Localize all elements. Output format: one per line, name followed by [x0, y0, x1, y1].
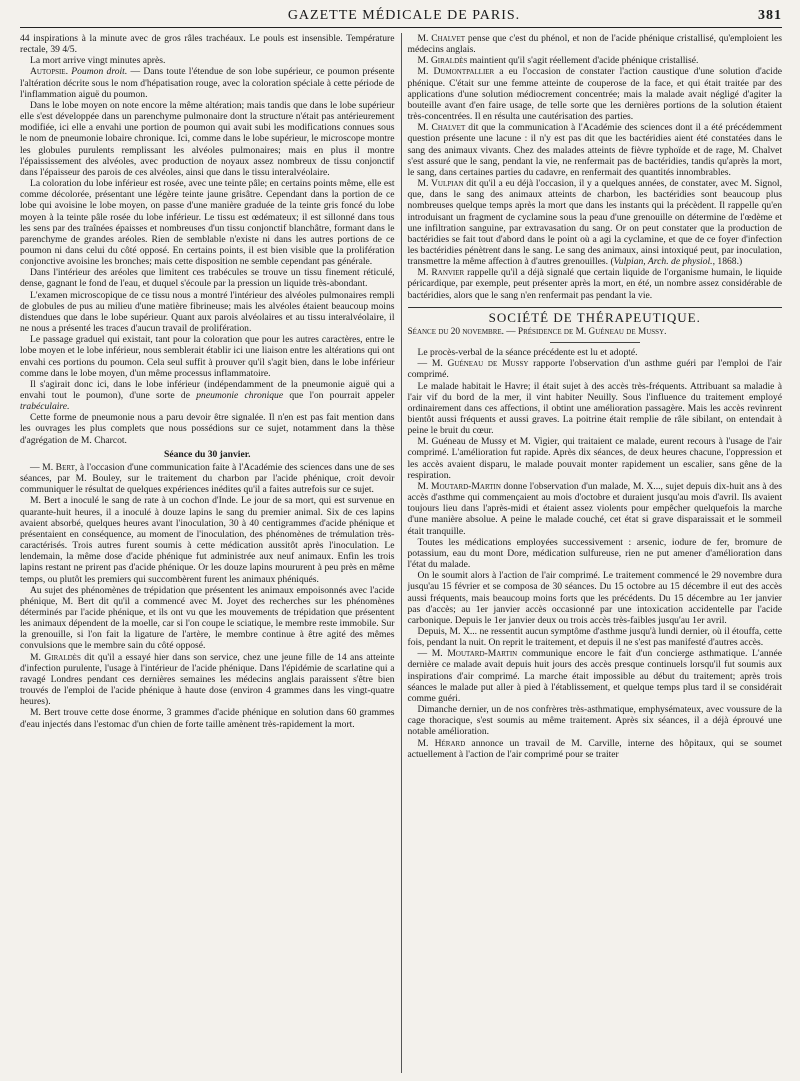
inline-text: annonce un travail de M. Carville, interne des hôpitaux, qui se soumet actuellement à l'action de l'air comprimé pour se traiter	[407, 737, 782, 760]
inline-text: dit qu'il a essayé hier dans son service, chez une jeune fille de 14 ans atteinte d'infection purulente, l'usage à l'intérieur de l'acide phénique. Dans l'épidémie de scarlatine qui a ravagé Londres pendant ces dernières semaines les médecins anglais paraissent s'être bien trouvés de l'emploi de l'acide phénique à haute dose (environ 4 grammes dans les vingt-quatre heures).	[20, 651, 395, 708]
inline-text: donne l'observation d'un malade, M. X..., sujet depuis dix-huit ans à des accès d'asthme qui commençaient au mois d'octobre et duraient jusqu'au mois d'avril. Ils avaient toujours lieu dans l'après-midi et étaient assez violents pour empêcher quelquefois la marche d'une manière absolue. A peine le malade couché, cet état si grave disparaissait et le sommeil était tranquille.	[407, 480, 782, 537]
inline-text: , 1868.)	[712, 256, 743, 268]
section-title: SOCIÉTÉ DE THÉRAPEUTIQUE.	[408, 307, 783, 323]
seance-heading: Séance du 30 janvier.	[163, 448, 251, 460]
running-head	[20, 8, 782, 28]
speaker-name: M. Bert,	[42, 461, 78, 473]
paragraph: On le soumit alors à l'action de l'air comprimé. Le traitement commencé le 29 novembre dura jusqu'au 15 février et se composa de 30 séances. Du 15 octobre au 15 décembre il eut des accès aussi fréquents, mais beaucoup moins forts que les précédents. Du 15 décembre au 1er janvier pas d'accès; au 1er janvier accès occasionné par une intoxication accidentelle par l'acide carbonique. Depuis le 1er janvier deux ou trois accès très-faibles jusqu'au 1er avril.	[407, 570, 782, 626]
paragraph-dumontpallier	[408, 66, 783, 122]
paragraph-bert: — M. Bert, à l'occasion d'une communication faite à l'Académie des sciences dans une de ses séances, par M. Bouley, sur le traitement du charbon par l'acide phénique, croit devoir communiquer le résultat de quelques expériences inédites qu'il a faites autrefois sur ce sujet.	[20, 461, 395, 496]
inline-text: Il s'agirait donc ici, dans le lobe inférieur (indépendamment de la pneumonie aiguë qui a envahi tout le poumon), d'une sorte de	[20, 378, 395, 401]
speaker-name: M. Dumontpallier	[417, 66, 495, 78]
speaker-name: M. Moutard-Martin	[417, 480, 501, 492]
paragraph-ranvier	[408, 267, 783, 300]
inline-text: pense que c'est du phénol, et non de l'acide phénique cristallisé, qu'emploient les médecins anglais.	[407, 33, 782, 56]
paragraph-trabeculaire	[20, 379, 395, 412]
paragraph: Toutes les médications employées successivement : arsenic, iodure de fer, bromure de potassium, eau du mont Dore, médication sulfureuse, rien ne put amener d'amélioration dans l'état du malade.	[407, 536, 782, 571]
paragraph-chalvet	[408, 33, 783, 55]
speaker-name: M. Ranvier	[417, 267, 465, 279]
seance-line: Séance du 20 novembre. — Présidence de M. Guéneau de Mussy.	[407, 326, 667, 337]
left-column	[20, 33, 401, 1073]
paragraph: Le malade habitait le Havre; il était sujet à des accès très-fréquents. Attribuant sa maladie à l'air vif du bord de la mer, il vint habiter Neuilly. Sous l'influence du traitement employé ordinairement dans ces affections, il obtint une amélioration passagère. Mais les accès revinrent bientôt aussi fréquents et aussi graves. La poitrine était remplie de râle sibilant, on entendait à peine le bruit du cœur.	[407, 380, 782, 437]
paragraph: Au sujet des phénomènes de trépidation que présentent les animaux empoisonnés avec l'acide phénique, M. Bert dit qu'il a commencé avec M. Joyet des recherches sur les phénomènes déterminés par l'acide phénique, et ils ont vu que les mouvements de trépidation que présentent les animaux dépendent de la moelle, car si l'on coupe le sciatique, le membre reste immobile. Sur la grenouille, si l'on fait la ligature de l'artère, le membre continue à être agité des mêmes convulsions que le membre sain du côté opposé.	[20, 584, 395, 652]
inline-text: dit qu'il a eu déjà l'occasion, il y a quelques années, de constater, avec M. Signol, que, dans le sang des animaux atteints de charbon, les bactéridies sont beaucoup plus nombreuses quelque temps après la mort que dans les instants qui la précèdent. Il rappelle qu'en introduisant un fragment de cyclamine sous la peau d'une grenouille on détermine de l'œdème et une infiltration sanguine, par extravasation du sang. Or on peut constater que la production de bactéridies se fait tout d'abord dans le point où a agi la cyclamine, et que de ce foyer d'infection les bactéridies pénètrent dans le sang. Le sang des animaux, ainsi intoxiqué peut, par inoculation, transmettre la même affection à d'autres grenouilles. (	[407, 178, 782, 268]
paragraph: Dans l'intérieur des aréoles que limitent ces trabécules se trouve un tissu finement réticulé, dense, gagnant le fond de l'eau, et duquel s'écoule par la pression un liquide très-abondant.	[20, 267, 395, 290]
inline-italic: pneumonie chronique	[196, 390, 284, 401]
inline-text: maintient qu'il s'agit réellement d'acide phénique cristallisé.	[467, 55, 699, 67]
paragraph: Cette forme de pneumonie nous a paru devoir être signalée. Il n'en est pas fait mention dans les ouvrages les plus complets que nous possédions sur ce sujet, notamment dans la thèse d'agrégation de M. Charcot.	[20, 412, 395, 446]
inline-text: à l'occasion d'une communication faite à l'Académie des sciences dans une de ses séances, par M. Bouley, sur le traitement du charbon par l'acide phénique, croit devoir communiquer le résultat de quelques expériences inédites qu'il a faites autrefois sur ce sujet.	[20, 461, 395, 496]
paragraph-autopsie	[20, 66, 395, 99]
paragraph: M. Bert trouve cette dose énorme, 3 grammes d'acide phénique en solution dans 60 grammes d'eau injectés dans l'estomac d'un chien de forte taille amènent très-rapidement la mort.	[20, 707, 395, 730]
speaker-name: M. Vulpian	[417, 178, 464, 190]
speaker-name: M. Chalvet	[417, 122, 466, 134]
paragraph-moutard	[408, 481, 783, 537]
inline-italic: trabéculaire.	[20, 401, 70, 413]
inline-text: a eu l'occasion de constater l'action caustique d'une solution d'acide phénique. C'était sur une femme atteinte de couperose de la face, et qui était traitée par des applications d'une solution médiocrement concentrée; mais la malade avait négligé d'agiter la bouteille avant d'en faire usage, de telle sorte que les dernières portions de la solution étaient très-concentrées. Il en résulta une cautérisation des parties.	[407, 66, 782, 123]
speaker-name: M. Hérard	[417, 737, 466, 749]
paragraph: La mort arrive vingt minutes après.	[30, 55, 166, 67]
inline-italic: Poumon droit.	[71, 66, 128, 78]
inline-text: — Dans toute l'étendue de son lobe supérieur, ce poumon présente l'altération décrite sous le nom d'hépatisation rouge, avec la coloration spéciale à cette période de l'inflammation aiguë du poumon.	[20, 66, 395, 100]
paragraph-vulpian	[408, 178, 783, 267]
paragraph-herard	[408, 738, 783, 760]
text-columns	[20, 33, 782, 1073]
inline-text: que l'on pourrait appeler	[283, 390, 395, 401]
paragraph: Le passage graduel qui existait, tant pour la coloration que pour les autres caractères, entre le lobe moyen et le lobe inférieur, nous semblerait établir ici une liaison entre les altérations qui ont envahi ces portions du poumon. Cela seul suffit à prouver qu'il s'agit bien, dans le lobe inférieur comme dans le lobe moyen, d'un même processus inflammatoire.	[20, 334, 395, 379]
speaker-name: M. Chalvet	[417, 33, 466, 44]
divider	[550, 342, 640, 343]
speaker-name: M. Giraldès	[30, 651, 81, 663]
page-number: 381	[758, 8, 782, 23]
paragraph-giraldes	[20, 652, 395, 708]
paragraph-gueneau	[408, 358, 783, 380]
inline-text: rappelle qu'il a déjà signalé que certain liquide de l'organisme humain, le liquide péricardique, par exemple, peut présenter après la mort, en été, un nombre assez considérable de bactéridies, alors que le sang n'en renfermait pas pendant la vie.	[407, 267, 782, 301]
paragraph: Le procès-verbal de la séance précédente est lu et adopté.	[417, 347, 638, 359]
inline-text: communique encore le fait d'un concierge asthmatique. L'année dernière ce malade avait depuis huit jours des accès presque continuels lorsqu'il fut soumis aux inspirations d'air comprimé. La marche était impossible au début du traitement; après trois séances le malade put aller à pied à l'établissement, et quelque temps plus tard il se considérait comme guéri.	[407, 648, 782, 704]
journal-title: GAZETTE MÉDICALE DE PARIS.	[287, 8, 521, 23]
paragraph-giraldes	[408, 55, 783, 66]
paragraph: Dimanche dernier, un de nos confrères très-asthmatique, emphysémateux, avec voussure de la cage thoracique, s'est soumis au même traitement. Après six séances, il a déjà éprouvé une notable amélioration.	[407, 704, 782, 738]
paragraph-chalvet-2	[408, 122, 783, 178]
paragraph: Dans le lobe moyen on note encore la même altération; mais tandis que dans le lobe supérieur elle s'est développée dans un parenchyme pulmonaire dont la structure n'était pas antérieurement modifiée, ici elle a envahi une portion de poumon qui avait subi les modifications connues sous le nom de pneumonie lobaire chronique. Ici, comme dans le lobe supérieur, le microscope montre les globules purulents remplissant les alvéoles pulmonaires; mais en plus il montre l'épaississement des alvéoles, avec production de noyaux assez nombreux de tissu conjonctif dans l'épaisseur des parois de ces alvéoles, ainsi que dans le tissu interalvéolaire.	[20, 99, 395, 178]
inline-text: dit que la communication à l'Académie des sciences dont il a été précédemment question présente une lacune : il n'y est pas dit que les bactéridies aient été constatées dans le sang des animaux vivants. Chez des malades atteints de fièvre typhoïde et de rage, M. Chalvet s'est assuré que le sang, pendant la vie, ne renfermait pas de bactéridies, tandis qu'après la mort, le sang, dans certaines parties du cadavre, en renfermait des quantités innombrables.	[407, 122, 782, 178]
reference: Vulpian, Arch. de physiol.	[613, 256, 713, 268]
inline-text: rapporte l'observation d'un asthme guéri par l'emploi de l'air comprimé.	[407, 358, 782, 381]
speaker-name: — M. Guéneau de Mussy	[417, 358, 529, 370]
paragraph: 44 inspirations à la minute avec de gros râles trachéaux. Le pouls est insensible. Température rectale, 39 4/5.	[20, 33, 395, 56]
paragraph-moutard-2	[408, 648, 783, 704]
paragraph: L'examen microscopique de ce tissu nous a montré l'intérieur des alvéoles pulmonaires rempli de globules de pus au milieu d'une matière fibrineuse; mais les alvéoles étaient beaucoup moins distendues que dans le lobe supérieur. Quant aux parois alvéolaires et au tissu interalvéolaire, il ne nous a présenté les traces d'aucun travail de prolifération.	[20, 289, 395, 335]
paragraph: M. Bert a inoculé le sang de rate à un cochon d'Inde. Le jour de sa mort, qui est survenue en quarante-huit heures, il a inoculé à douze lapins le sang du premier animal. Six de ces lapins avaient absorbé, quelques heures avant l'inoculation, 30 à 40 centigrammes d'acide phénique et présentaient en conséquence, au moment de l'inoculation, des phénomènes de trémulation très-caractérisés. Trois autres furent soumis à cette médication aussitôt après l'inoculation. Le lendemain, la même dose d'acide phénique fut administrée aux neuf animaux. Enfin les trois lapins restant ne prirent pas d'acide phénique. Or les douze lapins moururent à peu près en même temps, ou plutôt les premiers qui succombèrent furent les animaux phéniqués.	[20, 495, 395, 585]
paragraph: M. Guéneau de Mussy et M. Vigier, qui traitaient ce malade, eurent recours à l'usage de l'air comprimé. L'amélioration fut rapide. Après dix séances, de deux heures chacune, l'oppression et les accès avaient disparu, le malade pouvait monter rapidement un escalier, sans gêne de la respiration.	[407, 436, 782, 481]
paragraph: La coloration du lobe inférieur est rosée, avec une teinte pâle; en certains points même, elle est comme décolorée, présentant une légère teinte jaune grisâtre. Cependant dans la portion de ce lobe qui avoisine le lobe moyen, on passe d'une manière graduée de la teinte gris foncé du lobe moyen à la teinte pâle rosée du lobe inférieur. Le tissu est œdémateux; il est sillonné dans tous les sens par des traînées épaisses et nombreuses d'un tissu conjonctif blanchâtre, formant dans le parenchyme de grandes aréoles. Rien de semblable n'existe ni dans les autres portions de ce poumon ni dans celui du côté opposé. En certains points, il est bien visible que la prolifération conjonctive avoisine les bronches; mais cette disposition ne semble cependant pas générale.	[20, 178, 395, 268]
speaker-name: — M. Moutard-Martin	[417, 648, 518, 660]
paragraph: Depuis, M. X... ne ressentit aucun symptôme d'asthme jusqu'à lundi dernier, où il étouffa, cette fois, pendant la nuit. On reprit le traitement, et depuis il ne s'est pas manifesté d'autres accès.	[407, 625, 782, 649]
inline-label: Autopsie.	[30, 66, 68, 78]
speaker-name: M. Giraldès	[417, 55, 468, 67]
right-column	[401, 33, 783, 1073]
